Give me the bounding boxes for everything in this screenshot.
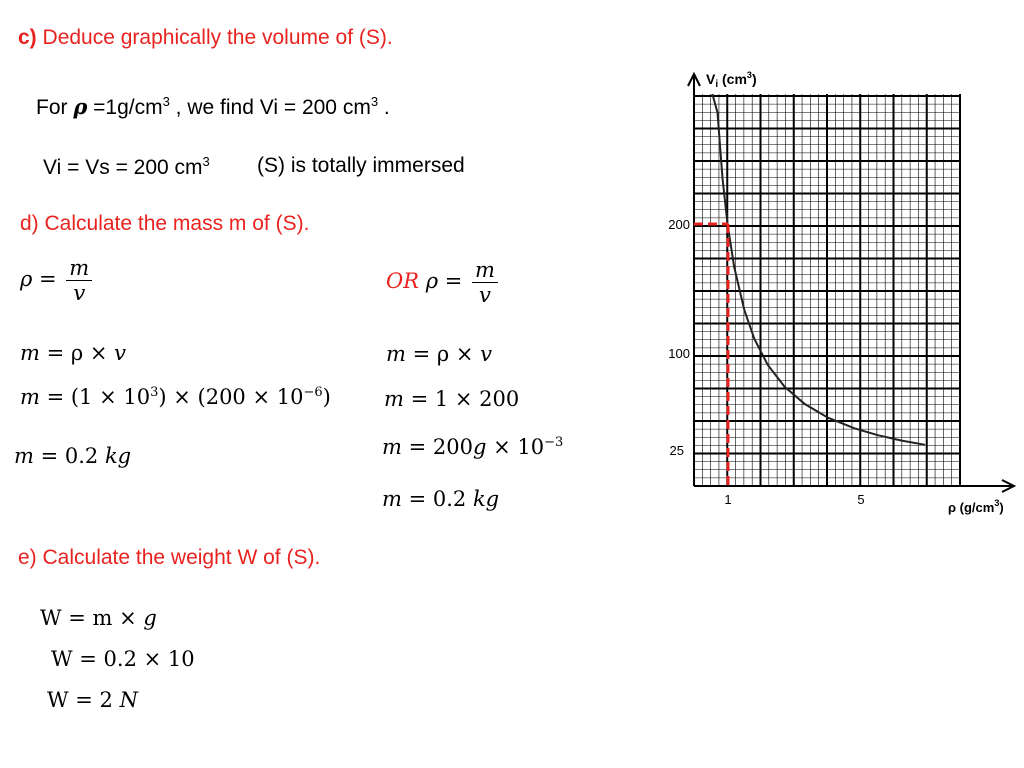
rho-lhs: ρ = — [20, 267, 64, 291]
m-var: m — [386, 342, 406, 366]
part-d-heading: d) Calculate the mass m of (S). — [20, 212, 310, 235]
eq-part-c: ) — [322, 385, 331, 409]
rho-symbol: ρ — [73, 94, 88, 119]
weight-eq-3 — [47, 688, 138, 712]
for-prefix: For — [36, 96, 74, 119]
mass-unit: kg — [104, 444, 132, 468]
m-var: m — [20, 341, 40, 365]
exp-a: 3 — [150, 385, 159, 400]
fraction-num: m — [66, 256, 92, 281]
rho-exp: 3 — [162, 94, 170, 109]
vi-vs-exp: 3 — [202, 154, 210, 169]
mass-unit: kg — [472, 487, 500, 511]
x-tick-5: 5 — [857, 492, 865, 507]
fraction-num: m — [472, 258, 498, 283]
rho-lhs: ρ = — [419, 269, 469, 293]
immersed-text: (S) is totally immersed — [257, 154, 465, 177]
left-eq-1 — [20, 341, 126, 365]
weight-eq-1 — [40, 606, 157, 630]
volume-density-graph — [650, 64, 1024, 524]
weight-eq-2: W = 0.2 × 10 — [51, 647, 195, 671]
graph-grid — [694, 94, 960, 486]
left-eq-2 — [20, 385, 331, 409]
for-end: . — [378, 96, 390, 119]
vi-vs-text: Vi = Vs = 200 cm — [43, 156, 203, 179]
m-var: m — [14, 444, 34, 468]
m-var: m — [384, 387, 404, 411]
right-or-equation — [386, 258, 501, 307]
left-rho-equation — [20, 256, 95, 305]
m-var: m — [20, 385, 40, 409]
weight-unit: N — [119, 688, 138, 712]
x-tick-1: 1 — [724, 492, 732, 507]
eq-rest: = 1 × 200 — [403, 387, 520, 411]
left-eq-3 — [14, 444, 131, 468]
eq-part-b: ) × (200 × 10 — [158, 385, 304, 409]
part-e-heading: e) Calculate the weight W of (S). — [18, 546, 321, 569]
eq-part-b: × 10 — [486, 435, 545, 459]
mass-value: = 0.2 — [33, 444, 105, 468]
for-rho-line — [36, 94, 390, 120]
fraction-den: v — [479, 283, 491, 307]
fraction — [66, 256, 92, 305]
vi-vs-line — [43, 154, 210, 180]
v-var: v — [114, 341, 127, 365]
rho-value: =1g/cm — [87, 96, 163, 119]
or-label: OR — [386, 269, 420, 293]
eq-rest: = ρ × — [405, 342, 481, 366]
right-eq-3 — [382, 435, 563, 459]
right-eq-1 — [386, 342, 492, 366]
y-axis-label: $V_i$ $(cm^3)$ — [706, 70, 757, 90]
fraction-den: v — [73, 281, 86, 305]
part-c-title: Deduce graphically the volume of (S). — [42, 26, 393, 49]
vi-value: , we find Vi = 200 cm — [169, 96, 371, 119]
exp-b: −6 — [303, 385, 323, 400]
right-eq-4 — [382, 487, 499, 511]
fraction — [472, 258, 498, 307]
m-var: m — [382, 435, 402, 459]
y-tick-200: 200 — [668, 217, 690, 232]
g-var: g — [143, 606, 157, 630]
mass-value: = 0.2 — [401, 487, 473, 511]
m-var: m — [382, 487, 402, 511]
part-c-letter: c) — [18, 26, 37, 49]
weight-value: W = 2 — [47, 688, 120, 712]
y-tick-25: 25 — [669, 443, 684, 458]
right-eq-2 — [384, 387, 519, 411]
part-c-heading — [18, 26, 393, 50]
x-axis-label: ρ $(g/cm^3)$ — [948, 498, 1004, 515]
vi-exp: 3 — [370, 94, 379, 109]
eq-part-a: = (1 × 10 — [39, 385, 151, 409]
exp-b: −3 — [544, 435, 564, 450]
v-var: v — [480, 342, 493, 366]
eq-rest: = ρ × — [39, 341, 115, 365]
eq-part-a: = 200 — [401, 435, 473, 459]
g-unit: g — [472, 435, 487, 459]
y-tick-100: 100 — [668, 346, 690, 361]
weight-lhs: W = m × — [40, 606, 144, 630]
